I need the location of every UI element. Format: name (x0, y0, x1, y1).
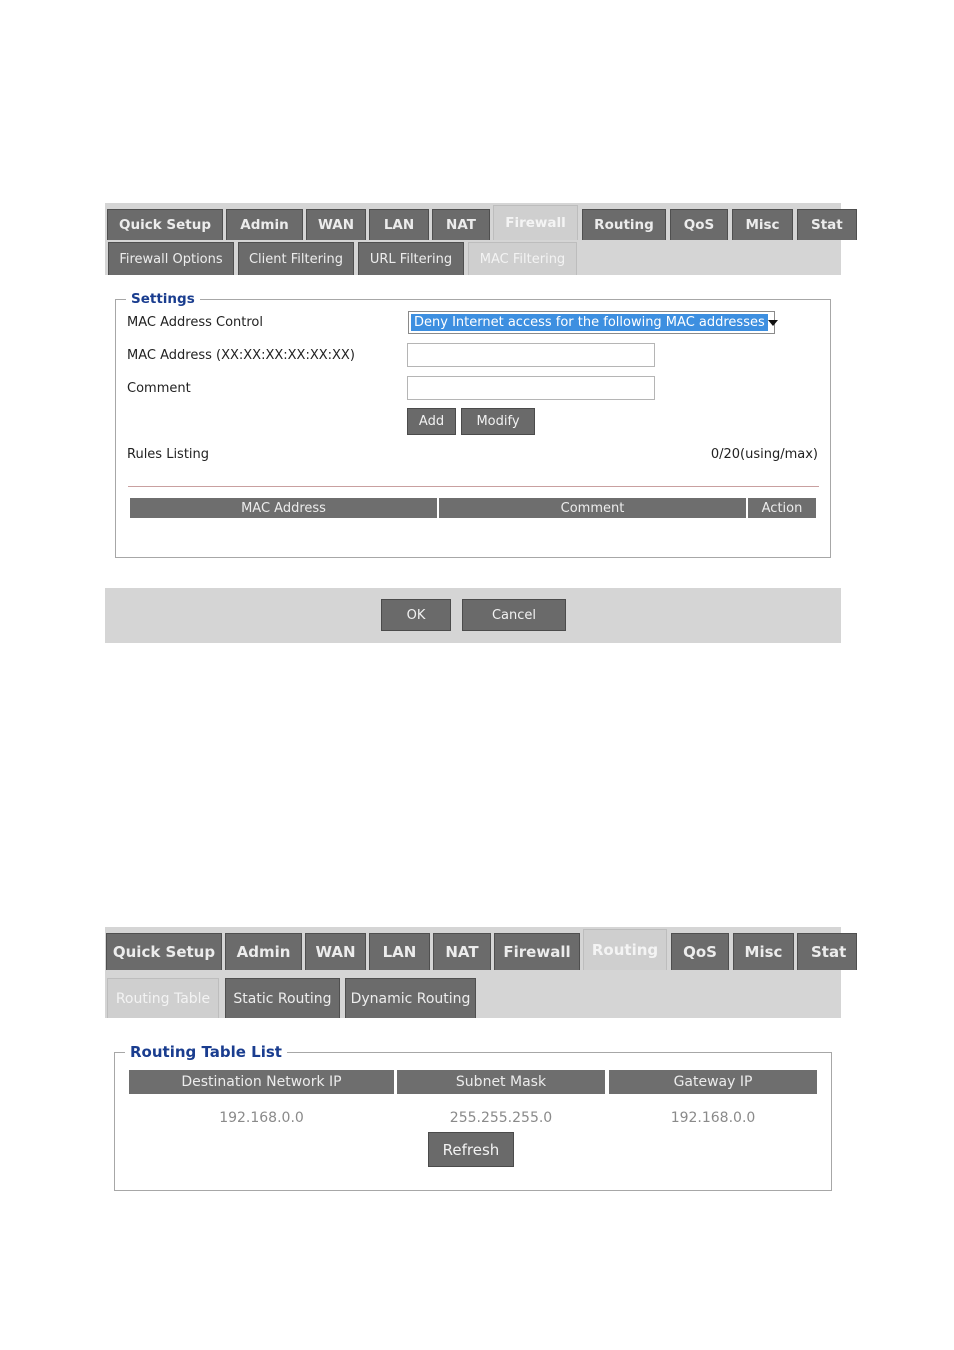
routing-table-legend: Routing Table List (130, 1043, 282, 1061)
tab-firewall[interactable]: Firewall (494, 933, 580, 970)
table-header-mac-address: MAC Address (130, 498, 437, 518)
settings-legend: Settings (131, 291, 195, 307)
modify-button[interactable]: Modify (461, 408, 535, 435)
tab-stat[interactable]: Stat (797, 933, 857, 970)
subtab-mac-filtering[interactable]: MAC Filtering (468, 242, 577, 275)
subtab-static-routing[interactable]: Static Routing (225, 978, 340, 1018)
routing-panel (105, 927, 847, 1192)
rules-count: 0/20(using/max) (710, 447, 818, 462)
tab-nat[interactable]: NAT (432, 209, 490, 240)
route-gateway-cell: 192.168.0.0 (670, 1110, 756, 1126)
tab-qos[interactable]: QoS (671, 933, 729, 970)
route-destination-cell: 192.168.0.0 (219, 1110, 304, 1126)
tab-lan[interactable]: LAN (369, 209, 429, 240)
tab-firewall[interactable]: Firewall (493, 205, 578, 240)
cancel-button[interactable]: Cancel (462, 599, 566, 631)
main-tab-bar (105, 203, 841, 240)
route-subnet-cell: 255.255.255.0 (449, 1110, 553, 1126)
tab-misc[interactable]: Misc (733, 933, 794, 970)
tab-admin[interactable]: Admin (225, 933, 302, 970)
tab-qos[interactable]: QoS (670, 209, 728, 240)
add-button[interactable]: Add (407, 408, 456, 435)
tab-quick-setup[interactable]: Quick Setup (107, 209, 223, 240)
tab-admin[interactable]: Admin (226, 209, 303, 240)
mac-control-selected-value: Deny Internet access for the following MAC addresses (411, 314, 768, 331)
tab-routing[interactable]: Routing (583, 929, 667, 970)
refresh-button[interactable]: Refresh (428, 1132, 514, 1167)
tab-quick-setup[interactable]: Quick Setup (106, 933, 222, 970)
tab-misc[interactable]: Misc (732, 209, 793, 240)
ok-button[interactable]: OK (381, 599, 451, 631)
chevron-down-icon[interactable] (768, 320, 778, 326)
sub-tab-bar (105, 240, 841, 275)
tab-stat[interactable]: Stat (797, 209, 857, 240)
firewall-panel (105, 203, 841, 643)
comment-input[interactable] (407, 376, 655, 400)
table-header-gateway: Gateway IP (609, 1070, 817, 1094)
comment-label: Comment (127, 381, 191, 396)
table-header-subnet-mask: Subnet Mask (397, 1070, 605, 1094)
mac-control-select[interactable] (408, 311, 775, 334)
sub-tab-bar (105, 970, 841, 1018)
tab-lan[interactable]: LAN (369, 933, 430, 970)
rules-listing-label: Rules Listing (127, 447, 210, 462)
tab-wan[interactable]: WAN (305, 933, 366, 970)
subtab-client-filtering[interactable]: Client Filtering (238, 242, 354, 275)
footer-bar (105, 588, 841, 643)
tab-routing[interactable]: Routing (582, 209, 666, 240)
mac-address-label: MAC Address (XX:XX:XX:XX:XX:XX) (127, 348, 355, 363)
subtab-url-filtering[interactable]: URL Filtering (358, 242, 464, 275)
mac-control-label: MAC Address Control (127, 315, 263, 330)
mac-address-input[interactable] (407, 343, 655, 367)
main-tab-bar (105, 927, 847, 970)
table-header-destination: Destination Network IP (129, 1070, 394, 1094)
subtab-dynamic-routing[interactable]: Dynamic Routing (345, 978, 476, 1018)
tab-nat[interactable]: NAT (433, 933, 491, 970)
table-header-comment: Comment (439, 498, 746, 518)
subtab-routing-table[interactable]: Routing Table (107, 978, 219, 1018)
rules-divider (128, 486, 819, 487)
tab-wan[interactable]: WAN (306, 209, 366, 240)
subtab-firewall-options[interactable]: Firewall Options (108, 242, 234, 275)
table-header-action: Action (748, 498, 816, 518)
